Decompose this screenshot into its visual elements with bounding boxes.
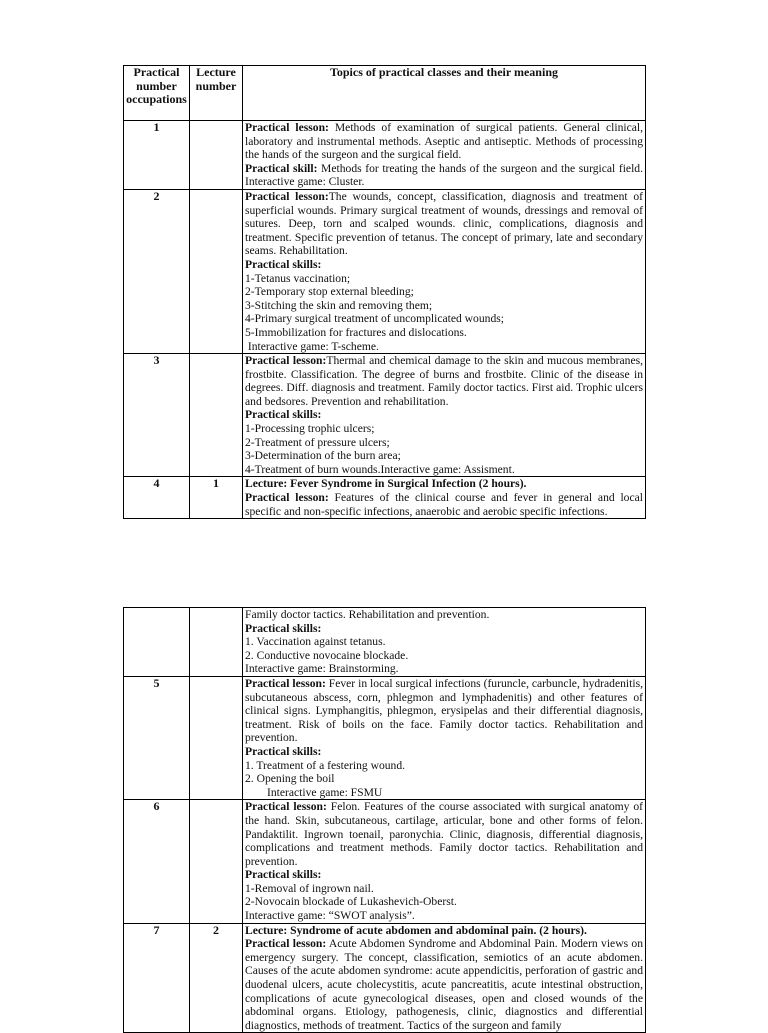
skill-item: 1. Treatment of a festering wound. (245, 758, 406, 772)
skill-text: Methods for treating the hands of the surgeon and the surgical field. Interactive game: Cluster. (245, 161, 643, 189)
lesson-text: Fever in local surgical infections (furuncle, carbuncle, hydradenitis, subcutaneous abscess, corn, phlegmon and lymphadenitis) and other features of clinical signs. Lymphangitis, phlegmon, erysipelas and their differential diagnosis, treatment. Risk of boils on the face. Family doctor tactics. Rehabilitation and prevention. (245, 676, 643, 745)
topic-cell (243, 354, 646, 477)
topic-cell (243, 477, 646, 519)
header-lecture-number: Lecture number (190, 66, 243, 121)
practical-number: 5 (124, 676, 190, 799)
skills-label: Practical skills: (245, 744, 322, 758)
practical-number: 4 (124, 477, 190, 519)
lesson-label: Practical lesson: (245, 937, 327, 951)
table-row (124, 477, 646, 519)
lecture-number: 1 (190, 477, 243, 519)
header-practical-number: Practical number occupations (124, 66, 190, 121)
skill-item: 2. Opening the boil (245, 772, 335, 786)
interactive-game: Interactive game: Brainstorming. (245, 662, 399, 676)
topic-cell (243, 800, 646, 923)
interactive-game: Interactive game: T-scheme. (245, 339, 379, 353)
lecture-title: Lecture: Syndrome of acute abdomen and abdominal pain. (2 hours). (245, 923, 587, 937)
topic-cell (243, 189, 646, 353)
header-topics: Topics of practical classes and their meaning (243, 66, 646, 121)
lesson-text: Methods of examination of surgical patients. General clinical, laboratory and instrumental methods. Aseptic and antiseptic. Methods of processing the hands of the surgeon and the surgical field. (245, 121, 644, 162)
curriculum-table-page2 (123, 607, 646, 1033)
skill-item: 3-Determination of the burn area; (245, 449, 401, 463)
table-row (124, 800, 646, 923)
lesson-text: Features of the clinical course and fever in general and local specific and non-specific infections, anaerobic and aerobic specific infections. (245, 491, 643, 518)
skill-item: 4-Treatment of burn wounds.Interactive game: Assisment. (245, 462, 515, 476)
lesson-label: Practical lesson: (245, 121, 329, 134)
interactive-game: Interactive game: “SWOT analysis”. (245, 909, 415, 923)
lecture-number (190, 800, 243, 923)
practical-number: 2 (124, 189, 190, 353)
skill-label: Practical skill: (245, 161, 318, 175)
topic-cell (243, 608, 646, 677)
table-header-row (124, 66, 646, 121)
curriculum-table-page1 (123, 65, 646, 519)
lesson-label: Practical lesson: (245, 189, 329, 203)
skill-item: 1. Vaccination against tetanus. (245, 635, 386, 649)
continuation-text: Family doctor tactics. Rehabilitation and prevention. (245, 608, 490, 621)
lesson-label: Practical lesson: (245, 800, 327, 814)
skill-item: 1-Removal of ingrown nail. (245, 881, 374, 895)
skill-item: 5-Immobilization for fractures and dislocations. (245, 325, 467, 339)
table-row (124, 676, 646, 799)
lecture-number (190, 189, 243, 353)
lecture-number: 2 (190, 923, 243, 1033)
table-row (124, 923, 646, 1033)
lesson-text: Thermal and chemical damage to the skin and mucous membranes, frostbite. Classification. The degree of burns and frostbite. Clinic of the disease in degrees. Diff. diagnosis and treatment. Family doctor tactics. First aid. Trophic ulcers and bedsores. Prevention and rehabilitation. (245, 354, 644, 408)
topic-cell (243, 676, 646, 799)
table-row (124, 189, 646, 353)
lesson-text: The wounds, concept, classification, diagnosis and treatment of superficial wounds. Primary surgical treatment of wounds, dressings and removal of sutures. Deep, torn and scalped wounds. clinic, complications, diagnosis and treatment. Specific prevention of tetanus. The concept of primary, late and secondary seams. Rehabilitation. (245, 189, 644, 258)
skill-item: 1-Processing trophic ulcers; (245, 422, 375, 436)
practical-number: 6 (124, 800, 190, 923)
lesson-text: Acute Abdomen Syndrome and Abdominal Pain. Modern views on emergency surgery. The concept, classification, semiotics of an acute abdomen. Causes of the acute abdomen syndrome: acute appendicitis, perforation of gastric and duodenal ulcers, acute cholecystitis, acute pancreatitis, acute intestinal obstruction, complications of acute gynecological diseases, open and closed wounds of the abdominal organs. Etiology, pathogenesis, clinic, diagnostics and differential diagnostics, methods of treatment. Tactics of the surgeon and family (245, 937, 643, 1032)
lecture-number (190, 354, 243, 477)
skills-label: Practical skills: (245, 408, 322, 422)
topic-cell (243, 923, 646, 1033)
practical-number: 1 (124, 121, 190, 190)
lesson-label: Practical lesson: (245, 676, 326, 690)
skills-label: Practical skills: (245, 621, 322, 635)
skill-item: 2. Conductive novocaine blockade. (245, 648, 409, 662)
skill-item: 4-Primary surgical treatment of uncomplicated wounds; (245, 312, 504, 326)
practical-number: 3 (124, 354, 190, 477)
lesson-text: Felon. Features of the course associated with surgical anatomy of the hand. Skin, subcutaneous, cartilage, articular, bone and other forms of felon. Pandaktilit. Ingrown toenail, paronychia. Clinic, diagnosis, differential diagnosis, complications and treatment methods. Family doctor tactics. Rehabilitation and prevention. (245, 800, 644, 868)
table-row (124, 121, 646, 190)
skills-label: Practical skills: (245, 868, 322, 882)
skill-item: 1-Tetanus vaccination; (245, 271, 351, 285)
lesson-label: Practical lesson: (245, 354, 327, 368)
interactive-game: Interactive game: FSMU (267, 785, 383, 799)
skills-label: Practical skills: (245, 257, 322, 271)
table-row (124, 608, 646, 677)
table-row (124, 354, 646, 477)
skill-item: 3-Stitching the skin and removing them; (245, 298, 433, 312)
practical-number: 7 (124, 923, 190, 1033)
skill-item: 2-Temporary stop external bleeding; (245, 285, 414, 299)
skill-item: 2-Novocain blockade of Lukashevich-Oberst. (245, 895, 457, 909)
lecture-title: Lecture: Fever Syndrome in Surgical Infection (2 hours). (245, 477, 527, 491)
skill-item: 2-Treatment of pressure ulcers; (245, 435, 390, 449)
topic-cell (243, 121, 646, 190)
practical-number (124, 608, 190, 677)
lecture-number (190, 608, 243, 677)
lecture-number (190, 676, 243, 799)
lesson-label: Practical lesson: (245, 491, 329, 505)
lecture-number (190, 121, 243, 190)
